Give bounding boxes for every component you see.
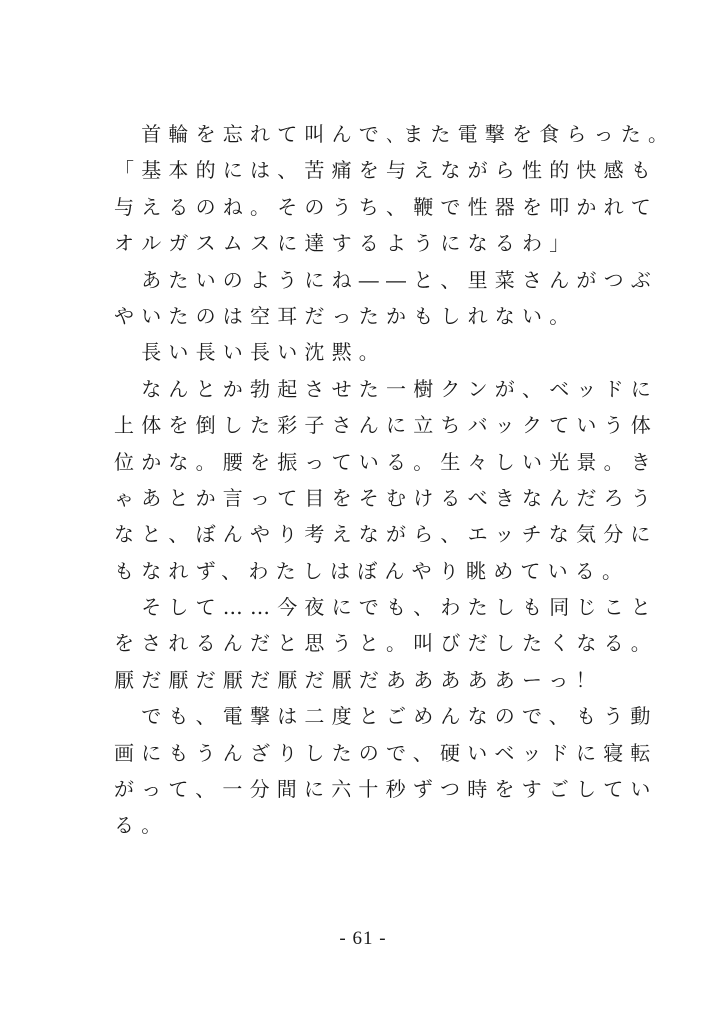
text-line: オルガスムスに達するようになるわ」 — [114, 231, 577, 256]
page-number: - 61 - — [339, 928, 387, 949]
body-text — [114, 116, 676, 844]
text-line: もなれず、わたしはぼんやり眺めている。 — [114, 558, 630, 583]
text-line: ゃあとか言って目をそむけるべきなんだろう — [114, 485, 658, 510]
text-line: 画にもうんざりしたので、硬いベッドに寝転 — [114, 740, 658, 765]
text-line: そして……今夜にでも、わたしも同じこと — [114, 595, 658, 620]
text-line: なと、ぼんやり考えながら、エッチな気分に — [114, 522, 658, 547]
text-line: 厭だ厭だ厭だ厭だ厭だあああああーっ！ — [114, 667, 603, 692]
text-line: 「基本的には、苦痛を与えながら性的快感も — [114, 158, 658, 183]
text-line: 与えるのね。そのうち、鞭で性器を叩かれて — [114, 194, 658, 219]
text-line: 上体を倒した彩子さんに立ちバックていう体 — [114, 413, 658, 438]
text-line: 首輪を忘れて叫んで､また電撃を食らった。 — [114, 122, 676, 146]
text-line: あたいのようにね――と、里菜さんがつぶ — [114, 267, 658, 292]
text-line: 長い長い長い沈黙。 — [114, 340, 386, 365]
text-line: 位かな。腰を振っている。生々しい光景。き — [114, 449, 658, 474]
text-line: がって、一分間に六十秒ずつ時をすごしてい — [114, 777, 658, 802]
text-line: る。 — [114, 813, 169, 838]
text-line: をされるんだと思うと。叫びだしたくなる。 — [114, 631, 658, 656]
text-line: なんとか勃起させた一樹クンが、ベッドに — [114, 376, 658, 401]
text-line: でも、電撃は二度とごめんなので、もう動 — [114, 704, 658, 729]
text-line: やいたのは空耳だったかもしれない。 — [114, 303, 577, 328]
